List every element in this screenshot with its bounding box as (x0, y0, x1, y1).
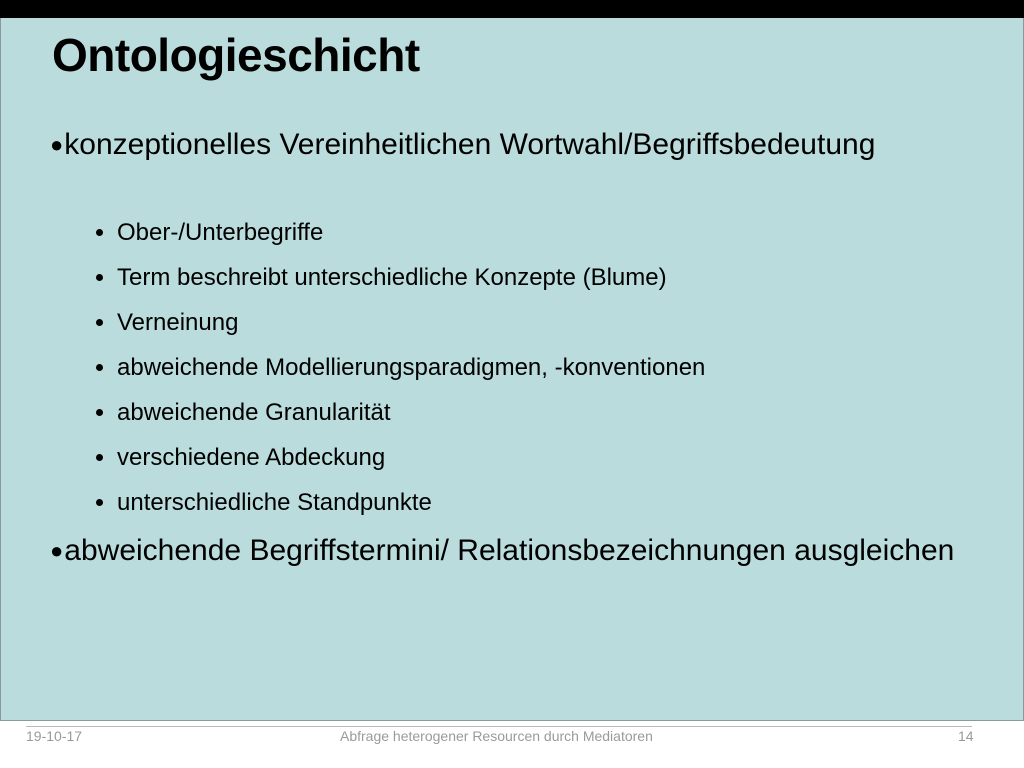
bullet-icon (96, 229, 103, 236)
sub-point-text: abweichende Granularität (117, 399, 391, 426)
sub-point-text: verschiedene Abdeckung (117, 444, 386, 471)
bullet-icon (96, 454, 103, 461)
sub-point-text: abweichende Modellierungsparadigmen, -konventionen (117, 354, 706, 381)
sub-point-text: Term beschreibt unterschiedliche Konzepte (Blume) (117, 264, 667, 291)
sub-point (96, 393, 705, 438)
sub-point-text: Ober-/Unterbegriffe (117, 219, 324, 246)
bullet-icon (96, 274, 103, 281)
bullet-icon (96, 364, 103, 371)
main-point-1-text: konzeptionelles Vereinheitlichen Wortwahl/Begriffsbedeutung (64, 128, 876, 161)
sub-point (96, 303, 705, 348)
main-point-2-text: abweichende Begriffstermini/ Relationsbezeichnungen ausgleichen (64, 534, 955, 567)
sub-point-text: Verneinung (117, 309, 239, 336)
sub-point (96, 483, 705, 528)
bullet-icon: ● (50, 132, 64, 157)
sub-point (96, 258, 705, 303)
sub-point (96, 348, 705, 393)
slide-title: Ontologieschicht (52, 29, 420, 81)
sub-point (96, 213, 705, 258)
top-bar (0, 0, 1024, 18)
sub-point-text: unterschiedliche Standpunkte (117, 489, 432, 516)
footer-page-number: 14 (958, 728, 974, 744)
main-point-2 (50, 534, 990, 568)
sub-point (96, 438, 705, 483)
footer-date: 19-10-17 (26, 728, 83, 744)
sub-point-list (96, 213, 705, 528)
bullet-icon (96, 409, 103, 416)
footer-title: Abfrage heterogener Resourcen durch Mediatoren (340, 728, 653, 744)
main-point-1 (50, 128, 990, 162)
footer-divider (26, 726, 972, 727)
bullet-icon (96, 319, 103, 326)
bullet-icon (96, 499, 103, 506)
bullet-icon: ● (50, 538, 64, 563)
